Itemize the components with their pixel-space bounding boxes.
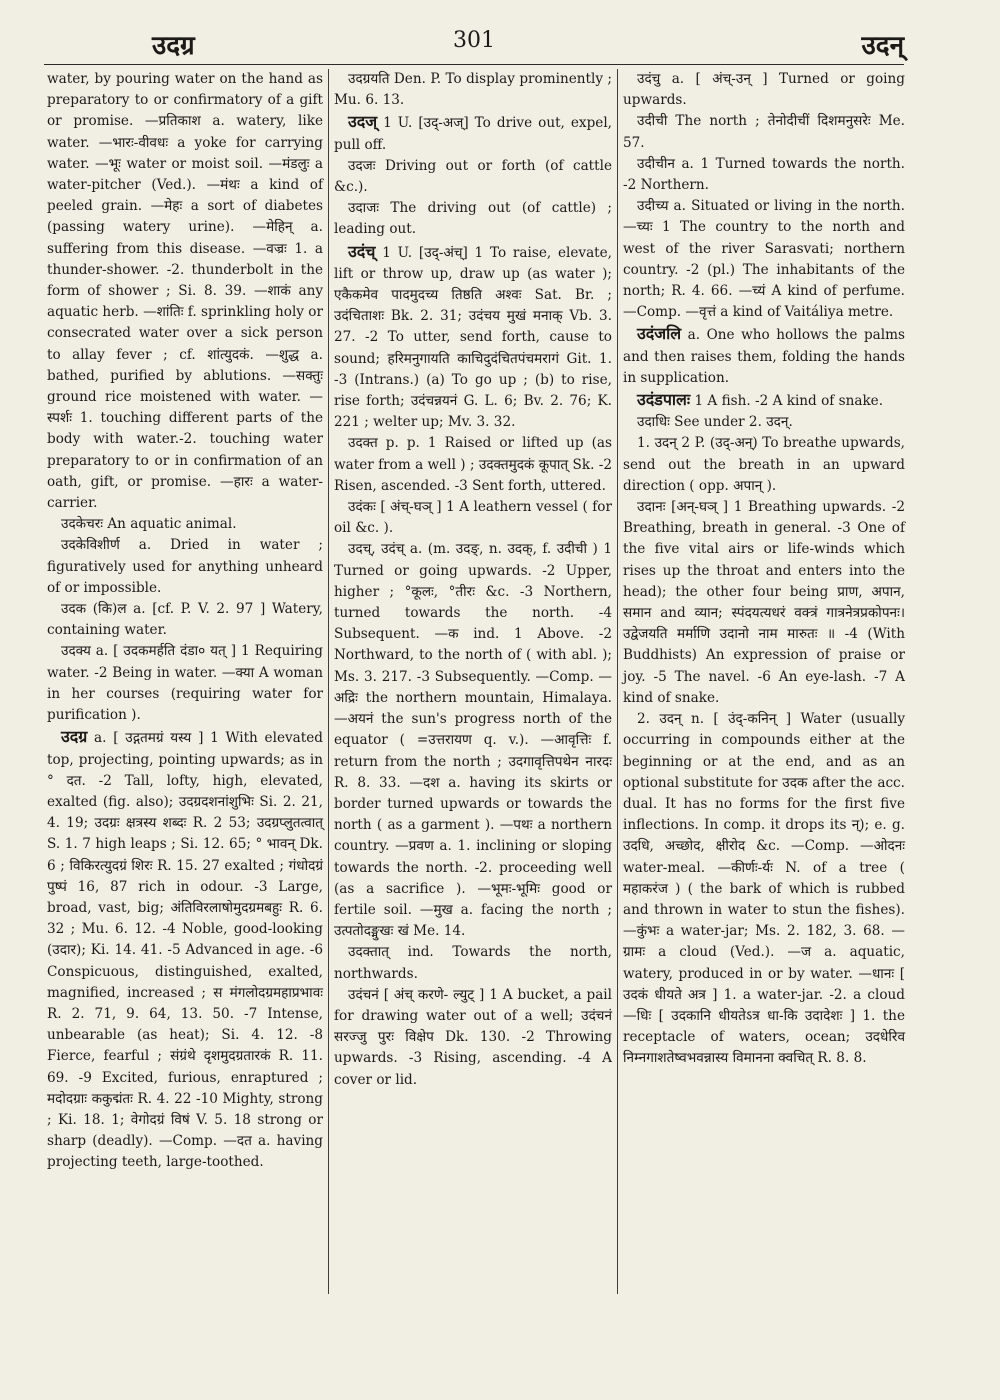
dictionary-entry: उदज् 1 U. [उद्-अज्] To drive out, expel, pull off. [334,112,612,153]
dictionary-entry: उदक्त p. p. 1 Raised or lifted up (as water from a well ) ; उदक्तमुदकं कूपात् Sk. -2 Risen, ascended. -3 Sent forth, uttered. [334,435,612,494]
dictionary-entry: उदीच्य a. Situated or living in the north. —च्यः 1 The country to the north and west of the river Sarasvati; northern country. -2 (pl.) The inhabitants of the north; R. 4. 66. —च्यं A kind of perfume. —Comp. —वृत्तं a kind of Vaitáliya metre. [623,198,905,321]
header-rule [44,64,904,65]
dictionary-entry: उदक्तात् ind. Towards the north, northwards. [334,944,612,982]
dictionary-entry: water, by pouring water on the hand as preparatory to or confirmatory of a gift or promise. —प्रतिकाश a. watery, like water. —भारः-वीवधः a yoke for carrying water. —भूः water or moist soil. —मंडलुः a water-pitcher (Ved.). —मंथः a kind of peeled grain. —मेहः a sort of diabetes (passing watery urine). —मेहिन् a. suffering from this disease. —वज्रः 1. a thunder-shower. -2. thunderbolt in the form of shower ; Si. 8. 39. —शाकं any aquatic herb. —शांतिः f. sprinkling holy or consecrated water over a sick person to allay fever ; cf. शांत्युदकं. —शुद्ध a. bathed, purified by ablutions. —सक्तुः ground rice moistened with water. —स्पर्शः 1. touching different parts of the body with water.-2. touching water preparatory to or in confirmation of an oath, gift, or promise. —हारः a water-carrier. [47,71,323,512]
dictionary-entry: उदंकः [ अंच्-घञ् ] 1 A leathern vessel ( for oil &c. ). [334,499,612,537]
dictionary-entry: उदंजलि a. One who hollows the palms and then raises them, folding the hands in supplication. [623,324,905,386]
dictionary-entry: उदानः [अन्-घञ् ] 1 Breathing upwards. -2 Breathing, breath in general. -3 One of the five vital airs or life-winds which rises up the throat and enters into the head); the other four being प्राण, अपान, समान and व्यान; स्पंदयत्यधरं वक्त्रं गात्रनेत्रप्रकोपनः। उद्वेजयति मर्माणि उदानो नाम मारुतः ॥ -4 (With Buddhists) An expression of praise or joy. -5 The navel. -6 An eye-lash. -7 A kind of snake. [623,499,905,706]
dictionary-entry: उदकेचरः An aquatic animal. [61,516,237,533]
dictionary-entry: उदच्, उदंच् a. (m. उदङ्, n. उदक्, f. उदीची ) 1 Turned or going upwards. -2 Upper, higher ; °कूलः, °तीरः &c. -3 Northern, turned towards the north. -4 Subsequent. —क ind. 1 Above. -2 Northward, to the north of ( with abl. ); Ms. 3. 217. -3 Subsequently. —Comp. —अद्रिः the northern mountain, Himalaya. —अयनं the sun's progress north of the equator ( =उत्तरायण q. v.). —आवृत्तिः f. return from the north ; उदगावृत्तिपथेन नारदः R. 8. 33. —दश a. having its skirts or border turned upwards or towards the north ( as a garment ). —पथः a northern country. —प्रवण a. 1. inclining or sloping towards the north. -2. proceeding well (as a sacrifice ). —भूमः-भूमिः good or fertile soil. —मुख a. facing the north ; उत्पतोदङ्मुखः खं Me. 14. [334,541,612,940]
dictionary-entry: उदाजः The driving out (of cattle) ; leading out. [334,200,612,238]
headword: उदग्र [61,727,88,747]
dictionary-entry: उदक्य a. [ उदकमर्हति दंडा० यत् ] 1 Requiring water. -2 Being in water. —क्या A woman in her courses (requiring water for purification ). [47,643,323,724]
headword: उदंजलि [637,324,682,344]
column-divider [617,69,618,1294]
dictionary-entry: उदजः Driving out or forth (of cattle &c.). [334,157,612,196]
dictionary-entry: उदक (कि)ल a. [cf. P. V. 2. 97 ] Watery, containing water. [47,601,323,639]
right-guide-word: उदन् [861,31,904,61]
column-divider [328,69,329,1294]
dictionary-entry: उदग्र a. [ उद्गतमग्रं यस्य ] 1 With elevated top, projecting, pointing upwards; as in ° दत. -2 Tall, lofty, high, elevated, exalted (fig. also); उदग्रदशनांशुभिः Si. 2. 21, 4. 19; उदग्रः क्षत्रस्य शब्दः R. 2 53; उदग्रप्लुतत्वात् S. 1. 7 high leaps ; Si. 12. 65; ° भावन् Dk. 6 ; विकिरत्युदग्रं शिरः R. 15. 27 exalted ; गंधोदग्रं पुष्पं 16, 87 rich in odour. -3 Large, broad, vast, big; अंतिविरलाषोमुदग्रमबहुः R. 6. 32 ; Mu. 6. 12. -4 Noble, good-looking (उदार); Ki. 14. 41. -5 Advanced in age. -6 Conspicuous, distinguished, exalted, magnified, increased ; स मंगलोदग्रमहाप्रभावः R. 2. 71, 9. 64, 13. 50. -7 Intense, unbearable (as heat); Si. 4. 12. -8 Fierce, fearful ; संग्रंथे दृशमुदग्रतारकं R. 11. 69. -9 Excited, furious, enraptured ; मदोदग्राः ककुद्मंतः R. 4. 22 -10 Mighty, strong ; Ki. 18. 1; वेगोदग्रं विषं V. 5. 18 strong or sharp (deadly). —Comp. —दत a. having projecting teeth, large-toothed. [47,727,323,1171]
dictionary-entry: उदकेविशीर्ण a. Dried in water ; figuratively used for anything unheard of or impossible. [47,537,323,596]
dictionary-entry: उदंच् 1 U. [उद्-अंच्] 1 To raise, elevate, lift or throw up, draw up (as water ); एकैकमेव पादमुदच्य तिष्ठति अश्वः Sat. Br. ; उदंचिताशः Bk. 2. 31; उदंचय मुखं मनाक् Vb. 3. 27. -2 To utter, send forth, cause to sound; हरिमनुगायति काचिदुदंचितपंचमरागं Git. 1. -3 (Intrans.) (a) To go up ; (b) to rise, rise forth; उदंचन्नयनं G. L. 6; Bv. 2. 76; K. 221 ; welter up; Mv. 3. 32. [334,241,612,431]
column-2 [331,69,615,1309]
dictionary-entry: 2. उदन् n. [ उंद्-कनिन् ] Water (usually occurring in compounds either at the beginning or at the end, and as an optional substitute for उदक after the acc. dual. It has no forms for the first five inflections. In comp. it drops its न्); e. g. उदधि, अच्छोद, क्षीरोद &c. —Comp. —ओदनः water-meal. —कीर्णः-र्यः N. of a tree ( महाकरंज ) ( the bark of which is rubbed and thrown in water to stun the fishes). —कुंभः a water-jar; Ms. 2. 182, 3. 68. —ग्रामः a cloud (Ved.). —ज a. aquatic, watery, produced in or by water. —धानः [ उदकं धीयते अत्र ] 1. a water-jar. -2. a cloud —धिः [ उदकानि धीयतेऽत्र धा-कि उदादेशः ] 1. the receptacle of waters, ocean; उदधेरिव निम्नगाशतेष्वभवन्नास्य विमानना क्वचित् R. 8. 8. [623,711,905,1067]
dictionary-entry: 1. उदन् 2 P. (उद्-अन्) To breathe upwards, send out the breath in an upward direction ( opp. अपान् ). [623,435,905,494]
dictionary-entry: उदीची The north ; तेनोदीचीं दिशमनुसरेः Me. 57. [623,113,905,151]
left-guide-word: उदग्र [152,31,195,61]
page-number: 301 [453,28,495,53]
headword: उदंडपालः [637,390,691,410]
dictionary-entry: उदाधिः See under 2. उदन्. [637,414,793,431]
dictionary-entry: उदंचनं [ अंच् करणे- ल्युट् ] 1 A bucket, a pail for drawing water out of a well; उदंचनं सरज्जु पुरः विक्षेप Dk. 130. -2 Throwing upwards. -3 Rising, ascending. -4 A cover or lid. [334,986,612,1088]
column-1 [44,69,326,1309]
dictionary-entry: उदग्रयति Den. P. To display prominently ; Mu. 6. 13. [334,71,612,109]
running-head [44,26,904,66]
dictionary-entry: उदंचु a. [ अंच्-उन् ] Turned or going upwards. [623,71,905,109]
dictionary-entry: उदंडपालः 1 A fish. -2 A kind of snake. [637,390,884,410]
headword: उदज् [348,112,378,132]
text-columns [44,69,904,1309]
dictionary-entry: उदीचीन a. 1 Turned towards the north. -2 Northern. [623,155,905,194]
headword: उदंच् [348,241,376,261]
column-3 [620,69,908,1309]
